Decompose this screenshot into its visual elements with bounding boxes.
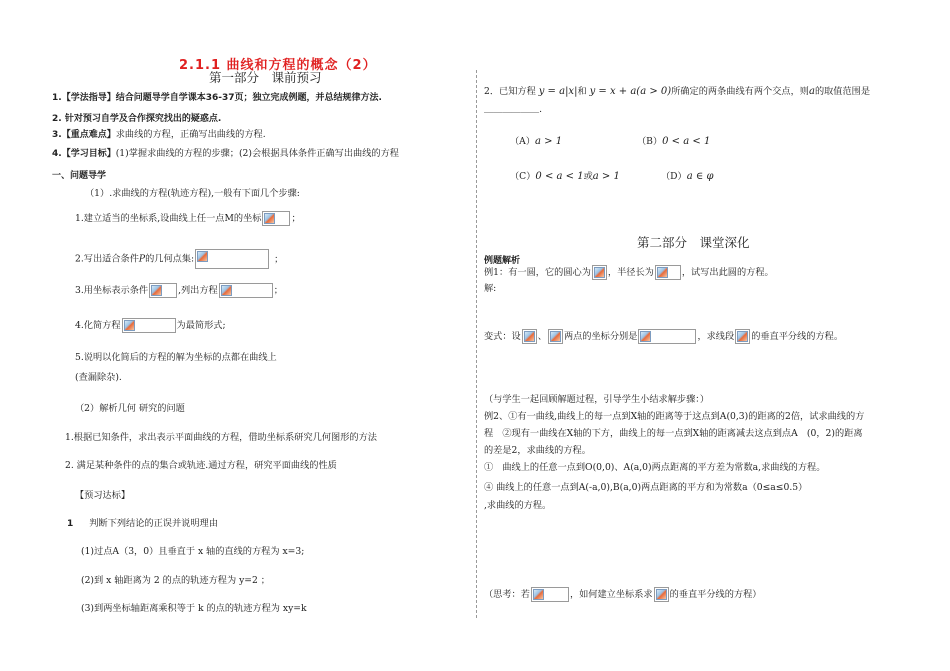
example-2-line1: 例2、①有一曲线,曲线上的每一点到X轴的距离等于这点到A(0,3)的距离的2倍，试求曲线的方 [484, 411, 865, 422]
item-num: 4. [52, 149, 62, 159]
example-2-line2: 程 ②现有一曲线在X轴的下方，曲线上的每一点到X轴的距离减去这点到点A (0，2)的距离 [484, 428, 863, 439]
step-text: 3.用坐标表示条件 [75, 285, 149, 296]
formula-image-placeholder [548, 329, 563, 344]
option-label: （B） [637, 136, 663, 147]
preview-q1-b: (2)到 x 轴距离为 2 的点的轨迹方程为 y=2 ； [81, 575, 270, 586]
example-2-line3: 的差是2，求曲线的方程。 [484, 445, 591, 456]
equation: y = a|x| [538, 86, 578, 97]
option-b [637, 136, 710, 148]
image-icon [124, 320, 135, 331]
image-icon [657, 267, 668, 278]
item-label: 【学法指导】 [61, 93, 116, 103]
image-icon [737, 331, 748, 342]
answer-blank: ＿＿＿＿＿＿. [484, 104, 543, 115]
preview-q1-a: (1)过点A（3，0）且垂直于 x 轴的直线的方程为 x=3; [81, 546, 305, 557]
step-text: 1.建立适当的坐标系,设曲线上任一点M的坐标 [75, 213, 262, 224]
example-2-part4-end: ,求曲线的方程。 [484, 500, 552, 511]
item-1 [52, 90, 382, 103]
formula-image-placeholder [638, 329, 696, 344]
equation: 0 < a < 1 [535, 171, 584, 182]
step-5-note: (查漏除杂). [75, 372, 122, 383]
image-icon [221, 285, 232, 296]
ex-text: 的垂直平分线的方程。 [751, 331, 844, 342]
q-text: 的取值范围是 [814, 86, 871, 97]
question-1: （1）.求曲线的方程(轨迹方程),一般有下面几个步骤: [85, 188, 300, 199]
item-3 [52, 129, 266, 141]
item-2 [52, 111, 221, 124]
step-3 [75, 283, 283, 298]
item-text: 求曲线的方程，正确写出曲线的方程. [115, 129, 266, 140]
ex-text: （思考：若 [484, 589, 530, 600]
question-2-b: 2. 满足某种条件的点的集合或轨迹.通过方程，研究平面曲线的性质 [65, 460, 337, 471]
formula-image-placeholder [655, 265, 681, 280]
step-text: 2.写出适合条件 [75, 253, 139, 265]
formula-image-placeholder [531, 587, 569, 602]
equation: y = x + a(a > 0) [589, 86, 672, 97]
ex-text: 两点的坐标分别是 [563, 331, 638, 342]
preview-heading: 【预习达标】 [75, 490, 131, 501]
right-question-2 [484, 86, 870, 98]
formula-image-placeholder [122, 318, 176, 333]
equation: 0 < a < 1 [662, 136, 711, 147]
example-2-part4: ④ 曲线上的任意一点到A(-a,0),B(a,0)两点距离的平方和为常数a（0≤a≤0.5） [484, 482, 808, 493]
formula-image-placeholder [219, 283, 273, 298]
step-var: P [138, 253, 146, 265]
step-text: ,列出方程 [178, 285, 218, 296]
ex-text: 变式：设 [484, 331, 521, 342]
image-icon [594, 267, 605, 278]
option-d [661, 171, 713, 183]
image-icon [151, 285, 162, 296]
equation: a ∈ φ [686, 171, 714, 182]
teacher-note: （与学生一起回顾解题过程，引导学生小结求解步骤：） [484, 394, 710, 405]
image-icon [550, 331, 561, 342]
step-text: ； [273, 285, 283, 296]
item-num: 3. [52, 130, 62, 140]
item-num: 1. [52, 93, 62, 103]
option-label: 或 [583, 171, 593, 182]
option-c [510, 171, 620, 183]
image-icon [640, 331, 651, 342]
item-label: 【重点难点】 [61, 130, 116, 140]
formula-image-placeholder [149, 283, 177, 298]
example-1 [484, 265, 774, 280]
step-4 [75, 318, 226, 333]
column-divider [476, 70, 477, 618]
option-a [510, 136, 562, 148]
step-5: 5.说明以化简后的方程的解为坐标的点都在曲线上 [75, 352, 277, 363]
option-label: （A） [510, 136, 536, 147]
ex-text: 的垂直平分线的方程） [669, 589, 762, 600]
ex-text: ，试写出此圆的方程。 [681, 267, 774, 278]
preview-q1 [67, 518, 218, 530]
image-icon [264, 213, 275, 224]
preview-q1-c: (3)到两坐标轴距离乘积等于 k 的点的轨迹方程为 xy=k [81, 603, 307, 614]
step-text: 为最简形式; [176, 320, 226, 331]
step-text: ； [291, 213, 301, 224]
example-heading: 例题解析 [484, 256, 521, 266]
variant [484, 329, 843, 344]
formula-image-placeholder [735, 329, 750, 344]
solution-label: 解: [484, 283, 497, 294]
item-text: 结合问题导学自学课本36-37页；独立完成例题，并总结规律方法. [115, 93, 382, 103]
ex-text: ，半径长为 [607, 267, 654, 278]
step-2 [75, 249, 283, 269]
image-icon [197, 251, 208, 262]
ex-text: ，如何建立坐标系求 [569, 589, 653, 600]
image-icon [656, 589, 667, 600]
example-2-part3: ① 曲线上的任意一点到O(0,0)、A(a,0)两点距离的平方差为常数a,求曲线的方程。 [484, 462, 826, 473]
step-text: ； [274, 253, 284, 265]
question-2-a: 1.根据已知条件，求出表示平面曲线的方程，借助坐标系研究几何图形的方法 [65, 432, 377, 443]
formula-image-placeholder [654, 587, 669, 602]
ex-text: 、 [537, 331, 547, 342]
part1-heading: 第一部分 课前预习 [209, 70, 322, 85]
equation: a > 1 [535, 136, 563, 147]
option-label: （C） [510, 171, 536, 182]
formula-image-placeholder [522, 329, 537, 344]
section-heading: 一、问题导学 [52, 171, 107, 181]
q-text: 所确定的两条曲线有两个交点，则 [671, 86, 809, 97]
step-1 [75, 211, 301, 226]
item-num: 2. [52, 114, 62, 124]
q-text: 判断下列结论的正误并说明理由 [89, 518, 218, 529]
part2-heading: 第二部分 课堂深化 [637, 235, 750, 250]
equation: a > 1 [592, 171, 620, 182]
formula-image-placeholder [262, 211, 290, 226]
image-icon [524, 331, 535, 342]
q-text: 2．已知方程 [484, 86, 536, 97]
ex-text: 例1：有一圆，它的圆心为 [484, 267, 591, 278]
think-note [484, 587, 762, 602]
q-text: 和 [577, 86, 587, 97]
item-text: 针对预习自学及合作探究找出的疑惑点. [64, 114, 222, 124]
item-text: (1)掌握求曲线的方程的步骤；(2)会根据具体条件正确写出曲线的方程 [115, 148, 399, 159]
q-num: 1 [67, 519, 74, 529]
formula-image-placeholder [592, 265, 607, 280]
formula-image-placeholder [195, 249, 269, 269]
step-text: 的几何点集: [145, 253, 195, 265]
equation: a [808, 86, 815, 97]
image-icon [533, 589, 544, 600]
item-4 [52, 148, 399, 160]
step-text: 4.化简方程 [75, 320, 121, 331]
item-label: 【学习目标】 [61, 149, 116, 159]
page-title: 2.1.1 曲线和方程的概念（2） [179, 58, 377, 73]
question-2: （2）解析几何 研究的问题 [75, 403, 185, 414]
ex-text: ，求线段 [697, 331, 735, 342]
option-label: （D） [661, 171, 687, 182]
